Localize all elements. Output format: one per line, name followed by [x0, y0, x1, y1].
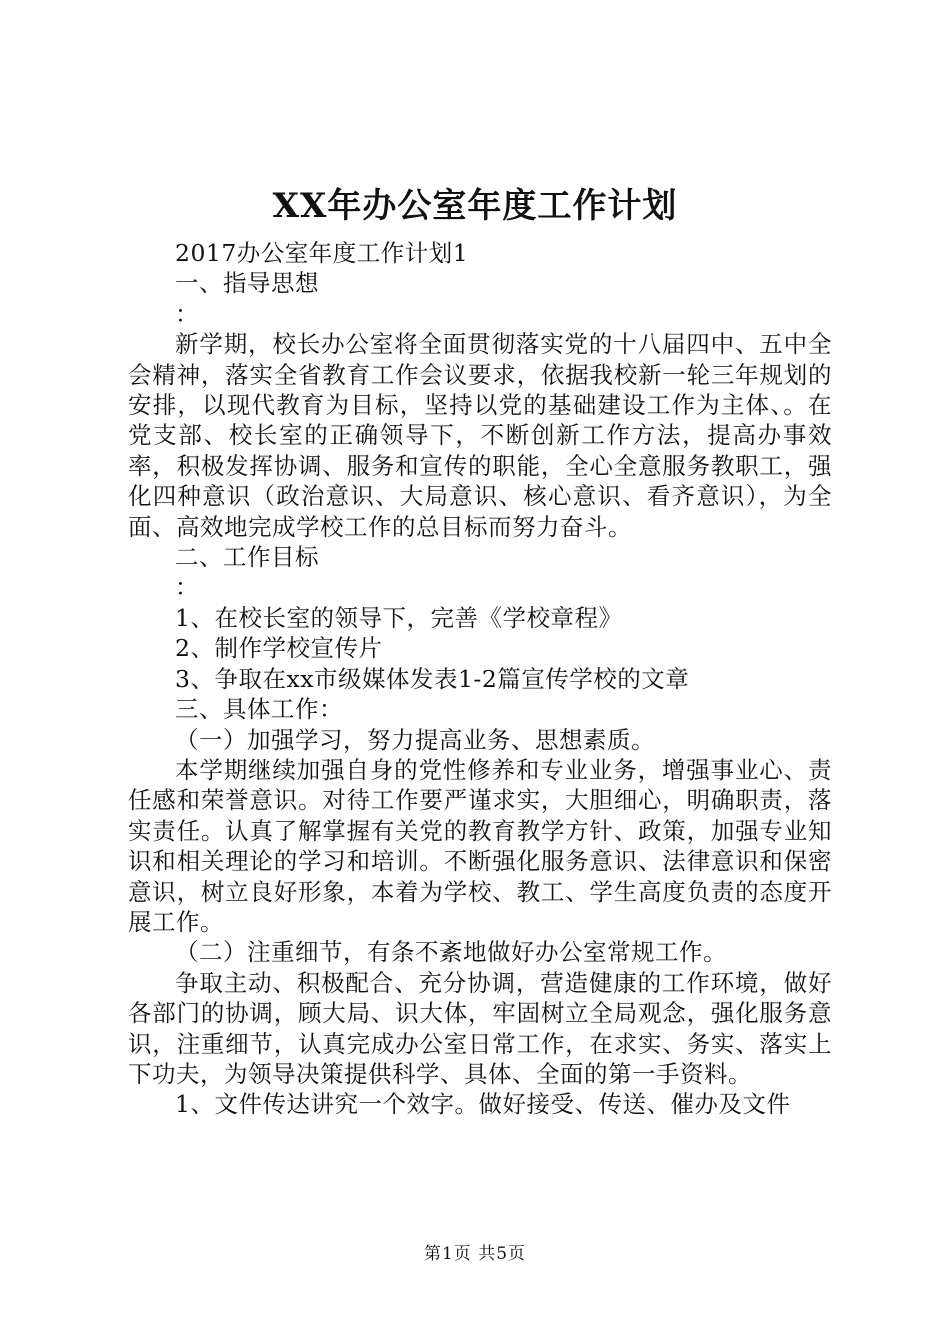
list-item-goal-1: 1、在校长室的领导下，完善《学校章程》	[175, 603, 623, 632]
section-heading-work-goals: 二、工作目标	[175, 543, 319, 572]
list-item-goal-3: 3、争取在xx市级媒体发表1-2篇宣传学校的文章	[175, 664, 690, 693]
page-footer: 第1页 共5页	[423, 1244, 527, 1264]
section-heading-guiding-ideology: 一、指导思想	[175, 269, 319, 298]
document-body	[128, 238, 832, 1120]
paragraph-guiding-ideology-body: 新学期，校长办公室将全面贯彻落实党的十八届四中、五中全会精神，落实全省教育工作会议要求，依据我校新一轮三年规划的安排，以现代教育为目标，坚持以党的基础建设工作为主体、。在党支部、校长室的正确领导下，不断创新工作方法，提高办事效率，积极发挥协调、服务和宣传的职能，全心全意服务教职工，强化四种意识（政治意识、大局意识、核心意识、看齐意识），为全面、高效地完成学校工作的总目标而努力奋斗。	[128, 330, 832, 541]
list-item-goal-2: 2、制作学校宣传片	[175, 634, 383, 663]
paragraph-colon: ：	[175, 299, 199, 328]
paragraph-plan-heading: 2017办公室年度工作计划1	[175, 239, 469, 267]
section-heading-specific-work: 三、具体工作：	[175, 695, 343, 724]
paragraph-colon: ：	[175, 573, 199, 602]
list-item-document-delivery: 1、文件传达讲究一个效字。做好接受、传送、催办及文件	[175, 1090, 791, 1119]
paragraph-study-body: 本学期继续加强自身的党性修养和专业业务，增强事业心、责任感和荣誉意识。对待工作要严谨求实，大胆细心，明确职责，落实责任。认真了解掌握有关党的教育教学方针、政策，加强专业知识和相关理论的学习和培训。不断强化服务意识、法律意识和保密意识，树立良好形象，本着为学校、教工、学生高度负责的态度开展工作。	[128, 755, 832, 936]
document-title: XX年办公室年度工作计划	[272, 186, 678, 226]
paragraph-details-body: 争取主动、积极配合、充分协调，营造健康的工作环境，做好各部门的协调，顾大局、识大体，牢固树立全局观念，强化服务意识，注重细节，认真完成办公室日常工作，在求实、务实、落实上下功夫，为领导决策提供科学、具体、全面的第一手资料。	[128, 968, 832, 1088]
subheading-details: （二）注重细节，有条不紊地做好办公室常规工作。	[175, 938, 727, 967]
subheading-study: （一）加强学习，努力提高业务、思想素质。	[175, 725, 655, 754]
